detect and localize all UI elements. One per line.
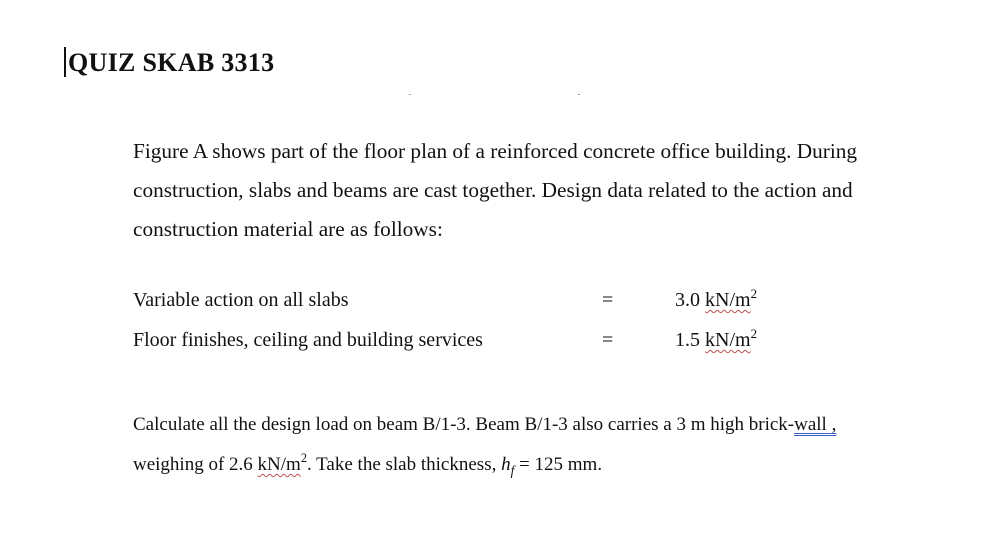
- symbol-subscript: f: [510, 462, 515, 478]
- question-text: weighing of 2.6: [133, 454, 258, 475]
- unit-exponent: 2: [750, 285, 758, 301]
- grammar-flagged-punct: ,: [826, 414, 837, 435]
- value-number: 3.0: [675, 289, 700, 311]
- design-data-label: Variable action on all slabs: [133, 289, 349, 311]
- unit-exponent: 2: [300, 451, 307, 466]
- value-unit: kN/m: [705, 289, 751, 311]
- design-data-value: [675, 325, 758, 352]
- design-data-row: [133, 285, 833, 321]
- symbol-h: h: [501, 454, 511, 475]
- text-cursor: [64, 47, 66, 77]
- question-paragraph: [133, 405, 836, 491]
- unit-exponent: 2: [750, 325, 758, 341]
- question-text: = 125 mm.: [514, 454, 603, 475]
- grammar-flagged-word: wall: [794, 414, 827, 435]
- scan-speck: [409, 94, 411, 95]
- design-data-label: Floor finishes, ceiling and building services: [133, 329, 483, 351]
- intro-line-1: Figure A shows part of the floor plan of a reinforced concrete office building. During: [133, 139, 858, 163]
- question-text: Calculate all the design load on beam B/1-3. Beam B/1-3 also carries a 3 m high brick-: [133, 414, 795, 435]
- question-text: . Take the slab thickness,: [307, 454, 502, 475]
- load-unit: kN/m: [257, 454, 301, 475]
- intro-paragraph: [133, 132, 923, 249]
- value-number: 1.5: [675, 329, 700, 351]
- slab-thickness-symbol: [501, 454, 515, 478]
- scan-speck: [578, 94, 580, 95]
- equals-sign: =: [602, 329, 614, 351]
- intro-line-3: construction material are as follows:: [133, 217, 443, 241]
- design-data-row: [133, 325, 833, 361]
- intro-line-2: construction, slabs and beams are cast together. Design data related to the action and: [133, 178, 853, 202]
- question-line-2: [133, 445, 836, 491]
- equals-sign: =: [602, 289, 614, 311]
- question-line-1: [133, 405, 836, 445]
- design-data-value: [675, 285, 758, 312]
- value-unit: kN/m: [705, 329, 751, 351]
- quiz-title: QUIZ SKAB 3313: [68, 48, 275, 77]
